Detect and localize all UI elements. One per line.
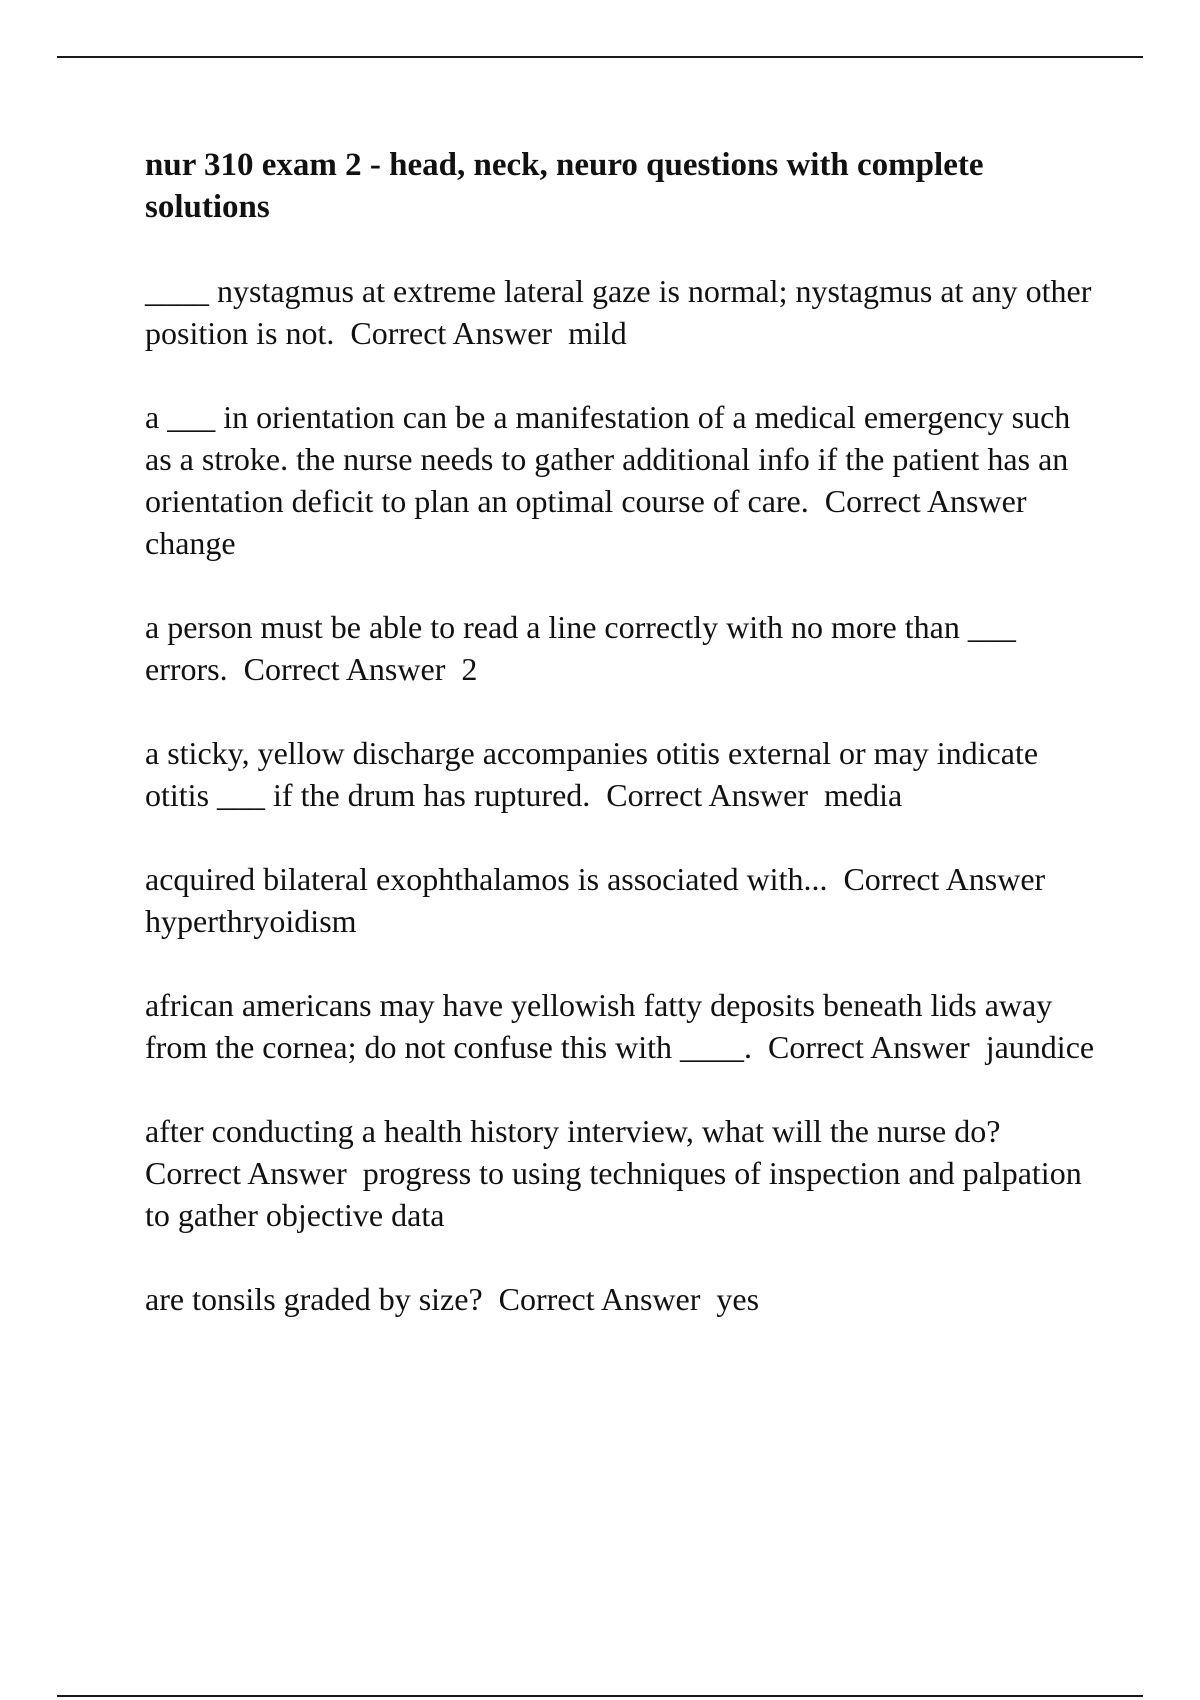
top-divider: [57, 56, 1143, 58]
qa-entry: are tonsils graded by size? Correct Answer yes: [145, 1281, 760, 1317]
qa-entry: a ___ in orientation can be a manifestation of a medical emergency such as a stroke. the nurse needs to gather additional info if the patient has an orientation deficit to plan an optimal course of care. Correct Answer change: [145, 399, 1079, 561]
qa-entry: african americans may have yellowish fatty deposits beneath lids away from the cornea; do not confuse this with ____. Correct Answer jaundice: [145, 987, 1095, 1065]
document-title: nur 310 exam 2 - head, neck, neuro questions with complete solutions: [145, 147, 984, 225]
document-body: [145, 144, 1100, 1362]
qa-entry: a sticky, yellow discharge accompanies otitis external or may indicate otitis ___ if the drum has ruptured. Correct Answer media: [145, 735, 1047, 813]
bottom-divider: [57, 1695, 1143, 1697]
qa-entry: ____ nystagmus at extreme lateral gaze is normal; nystagmus at any other position is not. Correct Answer mild: [145, 273, 1100, 351]
qa-entry: acquired bilateral exophthalamos is associated with... Correct Answer hyperthryoidism: [145, 861, 1062, 939]
qa-entry: after conducting a health history interview, what will the nurse do? Correct Answer progress to using techniques of inspection and palpation to gather objective data: [145, 1113, 1090, 1233]
qa-entry: a person must be able to read a line correctly with no more than ___ errors. Correct Answer 2: [145, 609, 1024, 687]
